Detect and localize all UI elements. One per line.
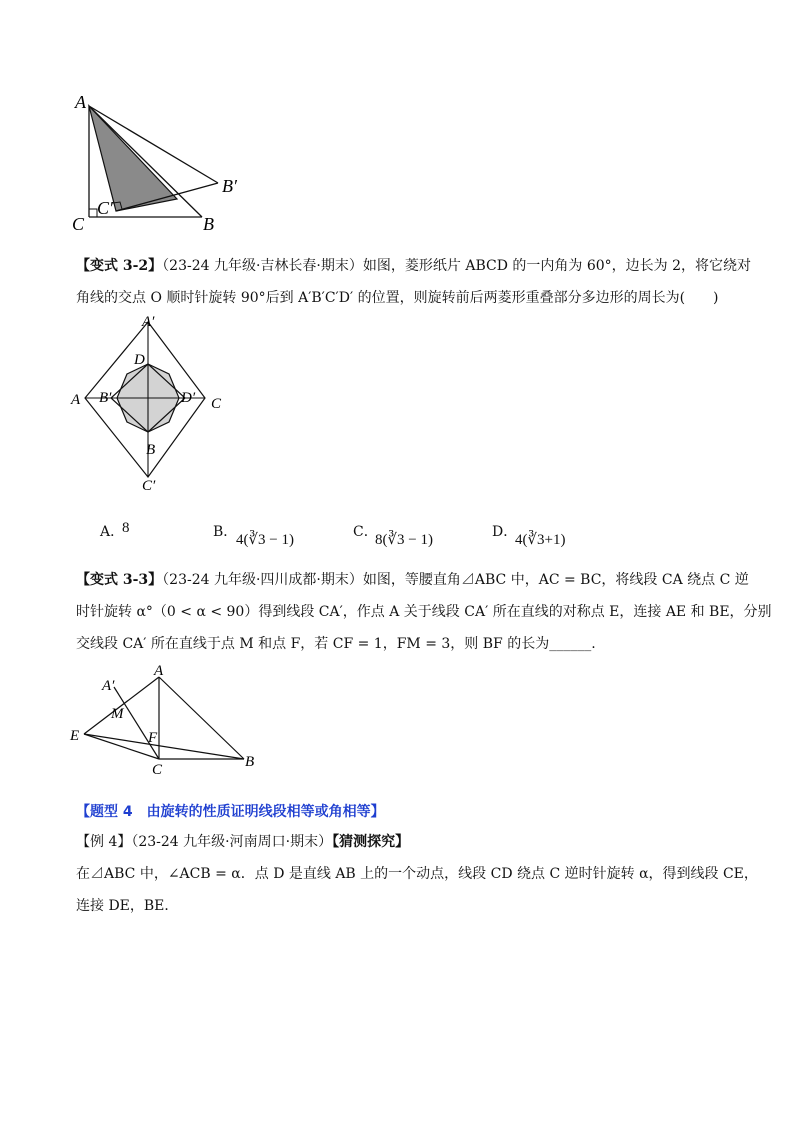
option-d-value: 4(∛3+1) — [515, 532, 566, 548]
label-C-prime2: C′ — [142, 478, 156, 494]
label-A2: A — [71, 392, 81, 408]
question-3-2-source: （23-24 九年级·吉林长春·期末） — [162, 258, 363, 274]
shaded-triangle — [89, 106, 177, 211]
label-C: C — [72, 214, 85, 234]
example-4-tag: 【例 4】 — [76, 834, 132, 850]
label-C2: C — [211, 396, 222, 412]
example-4-line1: 在⊿ABC 中，∠ACB = α．点 D 是直线 AB 上的一个动点，线段 CD 绕点 C 逆时针旋转 α，得到线段 CE， — [76, 866, 758, 882]
option-d-letter: D． — [492, 524, 518, 540]
figure-rhombus-rotation — [65, 312, 235, 497]
label-D: D — [134, 352, 145, 368]
label-F: F — [148, 730, 158, 746]
option-c-value: 8(∛3 − 1) — [375, 532, 434, 548]
option-a-letter: A． — [100, 524, 125, 540]
example-4 — [76, 826, 758, 922]
question-3-2-line2: 角线的交点 O 顺时针旋转 90°后到 A′B′C′D′ 的位置，则旋转前后两菱形重叠部分多边形的周长为( ) — [76, 290, 719, 306]
label-A3: A — [154, 663, 164, 679]
question-3-3-text1: 如图，等腰直角⊿ABC 中，AC = BC，将线段 CA 绕点 C 逆 — [362, 572, 749, 588]
label-D-prime: D′ — [181, 390, 196, 406]
label-A-prime: A′ — [142, 314, 155, 330]
figure-rotated-triangle — [60, 88, 260, 238]
label-B-prime2: B′ — [99, 390, 112, 406]
example-4-subtitle: 【猜测探究】 — [332, 834, 410, 850]
label-E: E — [70, 728, 80, 744]
option-b-value: 4(∛3 − 1) — [236, 532, 295, 548]
label-A-prime3: A′ — [102, 678, 115, 694]
question-3-3-source: （23-24 九年级·四川成都·期末） — [162, 572, 363, 588]
question-3-2 — [76, 250, 752, 314]
option-a-value: 8 — [122, 520, 130, 536]
question-3-3-tag: 【变式 3-3】 — [76, 572, 163, 588]
section-heading: 【题型 4 由旋转的性质证明线段相等或角相等】 — [76, 804, 385, 820]
option-c-letter: C． — [353, 524, 378, 540]
question-3-3 — [76, 564, 772, 660]
label-C-prime: C′ — [97, 198, 113, 218]
option-b-letter: B． — [213, 524, 238, 540]
label-B3: B — [245, 754, 255, 770]
example-4-line2: 连接 DE，BE． — [76, 898, 179, 914]
figure-isosceles-right-triangle — [62, 662, 272, 780]
label-A: A — [75, 92, 86, 112]
question-3-3-line3: 交线段 CA′ 所在直线于点 M 和点 F，若 CF = 1，FM = 3，则 BF 的长为______. — [76, 636, 596, 652]
question-3-3-line2: 时针旋转 α°（0 < α < 90）得到线段 CA′，作点 A 关于线段 CA′ 所在直线的对称点 E，连接 AE 和 BE，分别 — [76, 604, 772, 620]
question-3-2-text1: 如图，菱形纸片 ABCD 的一内角为 60°，边长为 2，将它绕对 — [362, 258, 752, 274]
label-M: M — [111, 706, 124, 722]
example-4-header — [76, 826, 736, 858]
label-B: B — [203, 214, 214, 234]
question-3-2-tag: 【变式 3-2】 — [76, 258, 163, 274]
example-4-source: （23-24 九年级·河南周口·期末） — [131, 834, 333, 850]
question-3-3-line1 — [76, 564, 749, 596]
label-B-prime: B′ — [222, 176, 237, 196]
question-3-2-line1 — [76, 250, 752, 282]
label-C3: C — [152, 762, 163, 778]
label-B2: B — [146, 442, 156, 458]
